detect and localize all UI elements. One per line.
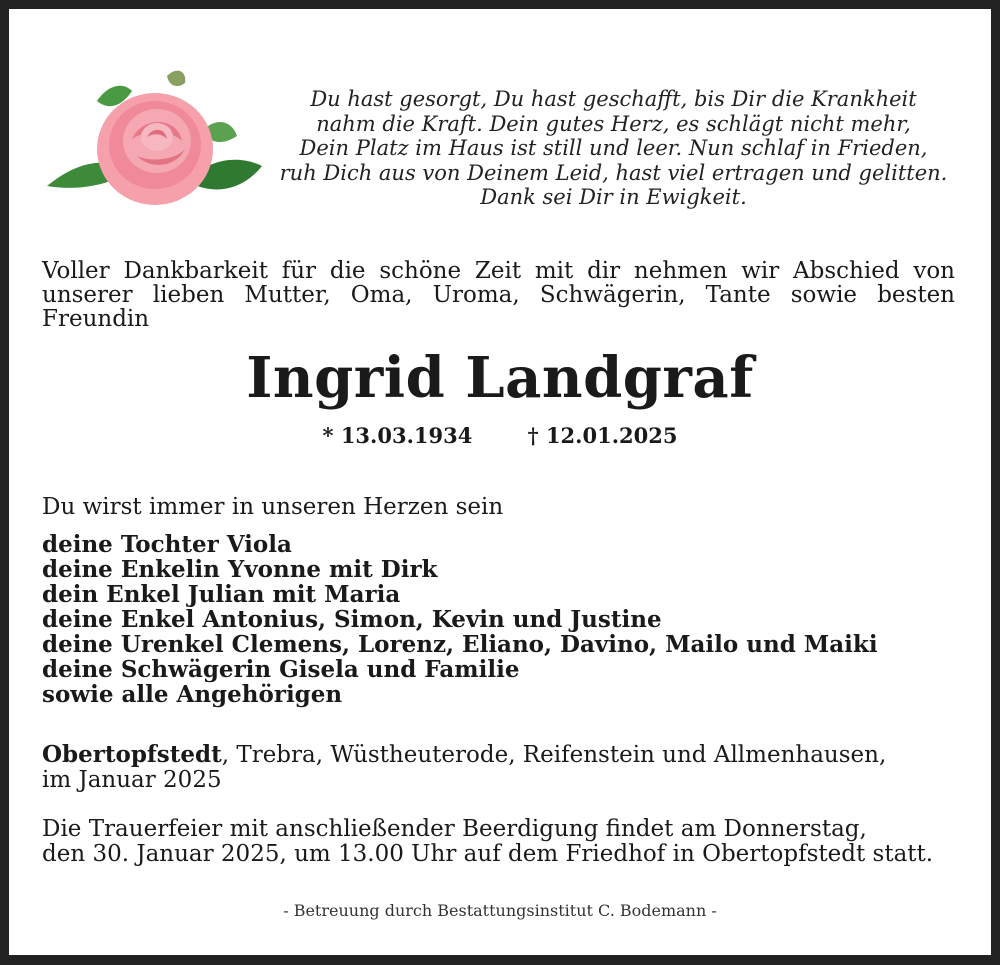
- funeral-home-note: - Betreuung durch Bestattungsinstitut C. Bodemann -: [283, 901, 717, 920]
- ceremony-line: Die Trauerfeier mit anschließender Beerdigung findet am Donnerstag,: [42, 816, 867, 842]
- family-member: dein Enkel Julian mit Maria: [42, 581, 401, 608]
- family-member: sowie alle Angehörigen: [42, 681, 343, 708]
- life-dates: [9, 423, 991, 448]
- birth-date: * 13.03.1934: [322, 423, 473, 448]
- poem-line: Dank sei Dir in Ewigkeit.: [480, 185, 747, 209]
- intro-text: Voller Dankbarkeit für die schöne Zeit mit dir nehmen wir Abschied von unserer lieben Mutter, Oma, Uroma, Schwägerin, Tante sowie besten Freundin: [42, 258, 955, 332]
- family-member: deine Tochter Viola: [42, 531, 292, 558]
- memorial-phrase: Du wirst immer in unseren Herzen sein: [42, 494, 504, 520]
- family-member: deine Enkelin Yvonne mit Dirk: [42, 556, 438, 583]
- places-date: im Januar 2025: [42, 767, 222, 793]
- poem-line: Dein Platz im Haus ist still und leer. Nun schlaf in Frieden,: [299, 136, 928, 160]
- obituary-card: [9, 9, 991, 955]
- other-places: , Trebra, Wüstheuterode, Reifenstein und Allmenhausen,: [221, 742, 887, 768]
- ceremony-info: [42, 817, 933, 867]
- rose-icon: [37, 61, 267, 211]
- places-line: [42, 742, 886, 768]
- family-list: [42, 532, 878, 707]
- poem-line: Du hast gesorgt, Du hast geschafft, bis Dir die Krankheit: [310, 87, 917, 111]
- poem-line: nahm die Kraft. Dein gutes Herz, es schlägt nicht mehr,: [316, 111, 911, 136]
- family-member: deine Schwägerin Gisela und Familie: [42, 656, 520, 683]
- deceased-name: Ingrid Landgraf: [246, 345, 754, 411]
- poem: [271, 87, 956, 210]
- family-member: deine Urenkel Clemens, Lorenz, Eliano, Davino, Mailo und Maiki: [42, 631, 878, 658]
- ceremony-line: den 30. Januar 2025, um 13.00 Uhr auf dem Friedhof in Obertopfstedt statt.: [42, 841, 934, 867]
- main-place: Obertopfstedt: [42, 741, 222, 768]
- death-date: † 12.01.2025: [527, 423, 678, 448]
- poem-line: ruh Dich aus von Deinem Leid, hast viel ertragen und gelitten.: [279, 160, 948, 185]
- places: [42, 742, 886, 793]
- family-member: deine Enkel Antonius, Simon, Kevin und Justine: [42, 606, 662, 633]
